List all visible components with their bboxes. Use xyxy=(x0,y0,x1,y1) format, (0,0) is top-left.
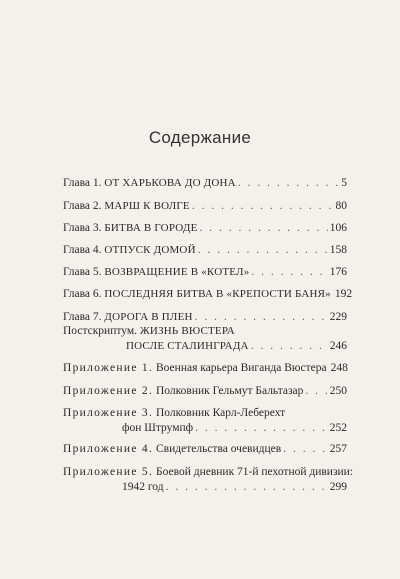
page-title: Содержание xyxy=(148,128,252,147)
entry-label: Приложение 4. xyxy=(63,443,154,455)
entry-title: БИТВА В ГОРОДЕ xyxy=(104,222,198,234)
dot-leader xyxy=(251,339,328,354)
toc-entry-chapter-6 xyxy=(63,287,353,302)
page-number: 80 xyxy=(335,200,347,212)
toc-entry-chapter-5 xyxy=(63,265,347,280)
dot-leader xyxy=(195,421,328,436)
entry-label: Глава 4. xyxy=(63,244,102,256)
dot-leader xyxy=(192,199,334,214)
entry-title-line-2: ПОСЛЕ СТАЛИНГРАДА xyxy=(126,340,249,352)
entry-title-line-1: Боевой дневник 71-й пехотной дивизии: xyxy=(156,466,354,478)
page-number: 106 xyxy=(329,222,347,234)
entry-title: Военная карьера Виганда Вюстера xyxy=(156,362,327,374)
page-number: 5 xyxy=(341,177,347,189)
dot-leader xyxy=(305,384,327,399)
toc-entry-chapter-2 xyxy=(63,199,347,214)
toc-entry-appendix-2 xyxy=(63,384,347,399)
entry-label: Приложение 2. xyxy=(63,385,154,397)
entry-title-line-2: 1942 год xyxy=(122,481,164,493)
toc-entry-chapter-1 xyxy=(63,176,347,191)
page-number: 299 xyxy=(329,481,347,493)
dot-leader xyxy=(195,310,328,325)
page-number: 229 xyxy=(329,311,347,323)
entry-title-line-1: Полковник Карл-Леберехт xyxy=(156,407,286,419)
entry-label: Приложение 3. xyxy=(63,407,154,419)
toc-entry-appendix-4 xyxy=(63,442,347,457)
entry-title-line-1: ЖИЗНЬ ВЮСТЕРА xyxy=(139,325,235,337)
dot-leader xyxy=(166,480,328,495)
entry-title: ОТ ХАРЬКОВА ДО ДОНА xyxy=(104,177,236,189)
dot-leader xyxy=(238,176,339,191)
toc-entry-appendix-3 xyxy=(63,406,347,436)
page-number: 176 xyxy=(329,266,347,278)
entry-label: Приложение 5. xyxy=(63,466,154,478)
entry-label: Глава 7. xyxy=(63,311,102,323)
page-number: 158 xyxy=(329,244,347,256)
dot-leader xyxy=(198,243,328,258)
toc-entry-appendix-1 xyxy=(63,361,347,376)
entry-title: Свидетельства очевидцев xyxy=(156,443,282,455)
entry-label: Глава 6. xyxy=(63,288,102,300)
entry-title: ВОЗВРАЩЕНИЕ В «КОТЕЛ» xyxy=(104,266,250,278)
entry-title-line-2: фон Штрумпф xyxy=(122,422,194,434)
dot-leader xyxy=(200,221,328,236)
entry-title: Полковник Гельмут Бальтазар xyxy=(156,385,304,397)
toc-entry-chapter-4 xyxy=(63,243,347,258)
entry-title: ПОСЛЕДНЯЯ БИТВА В «КРЕПОСТИ БАНЯ» xyxy=(104,288,331,300)
toc-entry-appendix-5 xyxy=(63,465,354,495)
entry-label: Глава 3. xyxy=(63,222,102,234)
entry-label: Глава 2. xyxy=(63,200,102,212)
toc-entry-chapter-3 xyxy=(63,221,347,236)
page-number: 250 xyxy=(329,385,347,397)
entry-label: Глава 1. xyxy=(63,177,102,189)
entry-title: ОТПУСК ДОМОЙ xyxy=(104,244,196,256)
dot-leader xyxy=(251,265,327,280)
entry-label: Приложение 1. xyxy=(63,362,154,374)
dot-leader xyxy=(283,442,328,457)
page-number: 252 xyxy=(329,422,347,434)
toc-entry-postscript xyxy=(63,324,347,354)
page-number: 257 xyxy=(329,443,347,455)
page-number: 246 xyxy=(329,340,347,352)
entry-label: Глава 5. xyxy=(63,266,102,278)
entry-title: МАРШ К ВОЛГЕ xyxy=(104,200,190,212)
page-number: 248 xyxy=(330,362,348,374)
entry-title: ДОРОГА В ПЛЕН xyxy=(104,311,193,323)
entry-label: Постскриптум. xyxy=(63,325,137,337)
page-number: 192 xyxy=(334,288,353,300)
toc-entry-chapter-7 xyxy=(63,310,347,325)
